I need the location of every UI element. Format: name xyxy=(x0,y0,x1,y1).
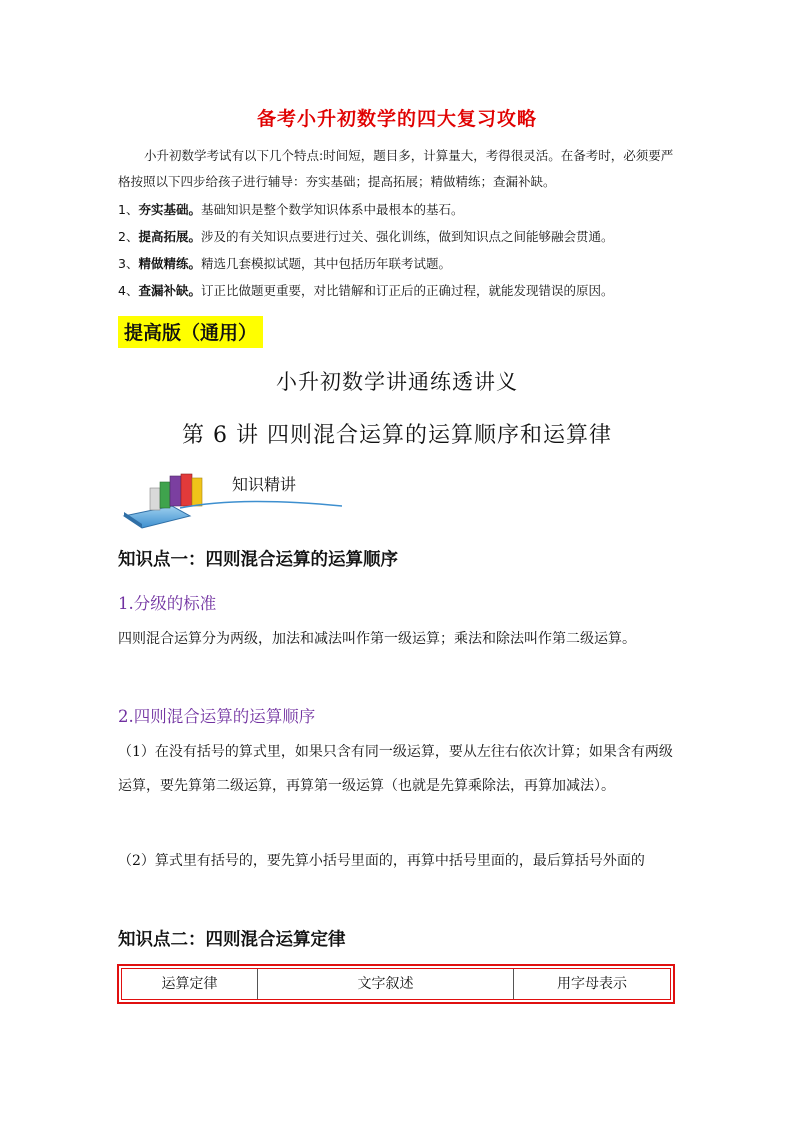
books-icon xyxy=(120,466,342,530)
table-header-row xyxy=(121,968,671,1000)
tip-text: 涉及的有关知识点要进行过关、强化训练，做到知识点之间能够融会贯通。 xyxy=(200,229,614,244)
review-tips-list xyxy=(118,196,698,304)
tip-text: 订正比做题更重要，对比错解和订正后的正确过程，就能发现错误的原因。 xyxy=(200,283,614,298)
tip-label: 夯实基础。 xyxy=(138,202,201,217)
order-paragraph-1: （1）在没有括号的算式里，如果只含有同一级运算，要从左往右依次计算；如果含有两级运算，要先算第二级运算，再算第一级运算（也就是先算乘除法，再算加减法）。 xyxy=(118,744,673,794)
edition-badge: 提高版（通用） xyxy=(118,316,263,348)
tip-item xyxy=(118,223,698,250)
grading-paragraph: 四则混合运算分为两级，加法和减法叫作第一级运算；乘法和除法叫作第二级运算。 xyxy=(118,631,636,647)
tip-number: 1、 xyxy=(118,202,139,217)
table-header-cell: 运算定律 xyxy=(122,969,258,999)
order-paragraph-2: （2）算式里有括号的，要先算小括号里面的，再算中括号里面的，最后算括号外面的 xyxy=(118,853,645,869)
tip-label: 精做精练。 xyxy=(138,256,201,271)
knowledge-point-2-heading: 知识点二：四则混合运算定律 xyxy=(118,930,346,950)
tip-number: 3、 xyxy=(118,256,139,271)
tip-text: 基础知识是整个数学知识体系中最根本的基石。 xyxy=(200,202,464,217)
operation-laws-table xyxy=(117,964,675,1004)
handout-subtitle: 小升初数学讲通练透讲义 xyxy=(276,370,518,394)
tip-item xyxy=(118,250,698,277)
tip-item xyxy=(118,277,698,304)
knowledge-point-1-heading: 知识点一：四则混合运算的运算顺序 xyxy=(118,550,398,570)
tip-label: 查漏补缺。 xyxy=(138,283,201,298)
tip-label: 提高拓展。 xyxy=(138,229,201,244)
knowledge-banner xyxy=(120,466,342,530)
document-title: 备考小升初数学的四大复习攻略 xyxy=(256,108,537,130)
table-header-cell: 用字母表示 xyxy=(557,976,627,992)
intro-paragraph: 小升初数学考试有以下几个特点:时间短，题目多，计算量大，考得很灵活。在备考时，必须要严格按照以下四步给孩子进行辅导：夯实基础；提高拓展；精做精练；查漏补缺。 xyxy=(118,148,674,189)
section-heading-grading: 1.分级的标准 xyxy=(118,594,217,613)
tip-text: 精选几套模拟试题，其中包括历年联考试题。 xyxy=(200,256,451,271)
table-header-cell: 文字叙述 xyxy=(258,969,514,999)
tip-number: 2、 xyxy=(118,229,139,244)
lesson-title: 第 6 讲 四则混合运算的运算顺序和运算律 xyxy=(182,423,612,448)
tip-item xyxy=(118,196,698,223)
section-heading-order: 2.四则混合运算的运算顺序 xyxy=(118,707,316,726)
banner-label: 知识精讲 xyxy=(232,475,297,494)
tip-number: 4、 xyxy=(118,283,139,298)
